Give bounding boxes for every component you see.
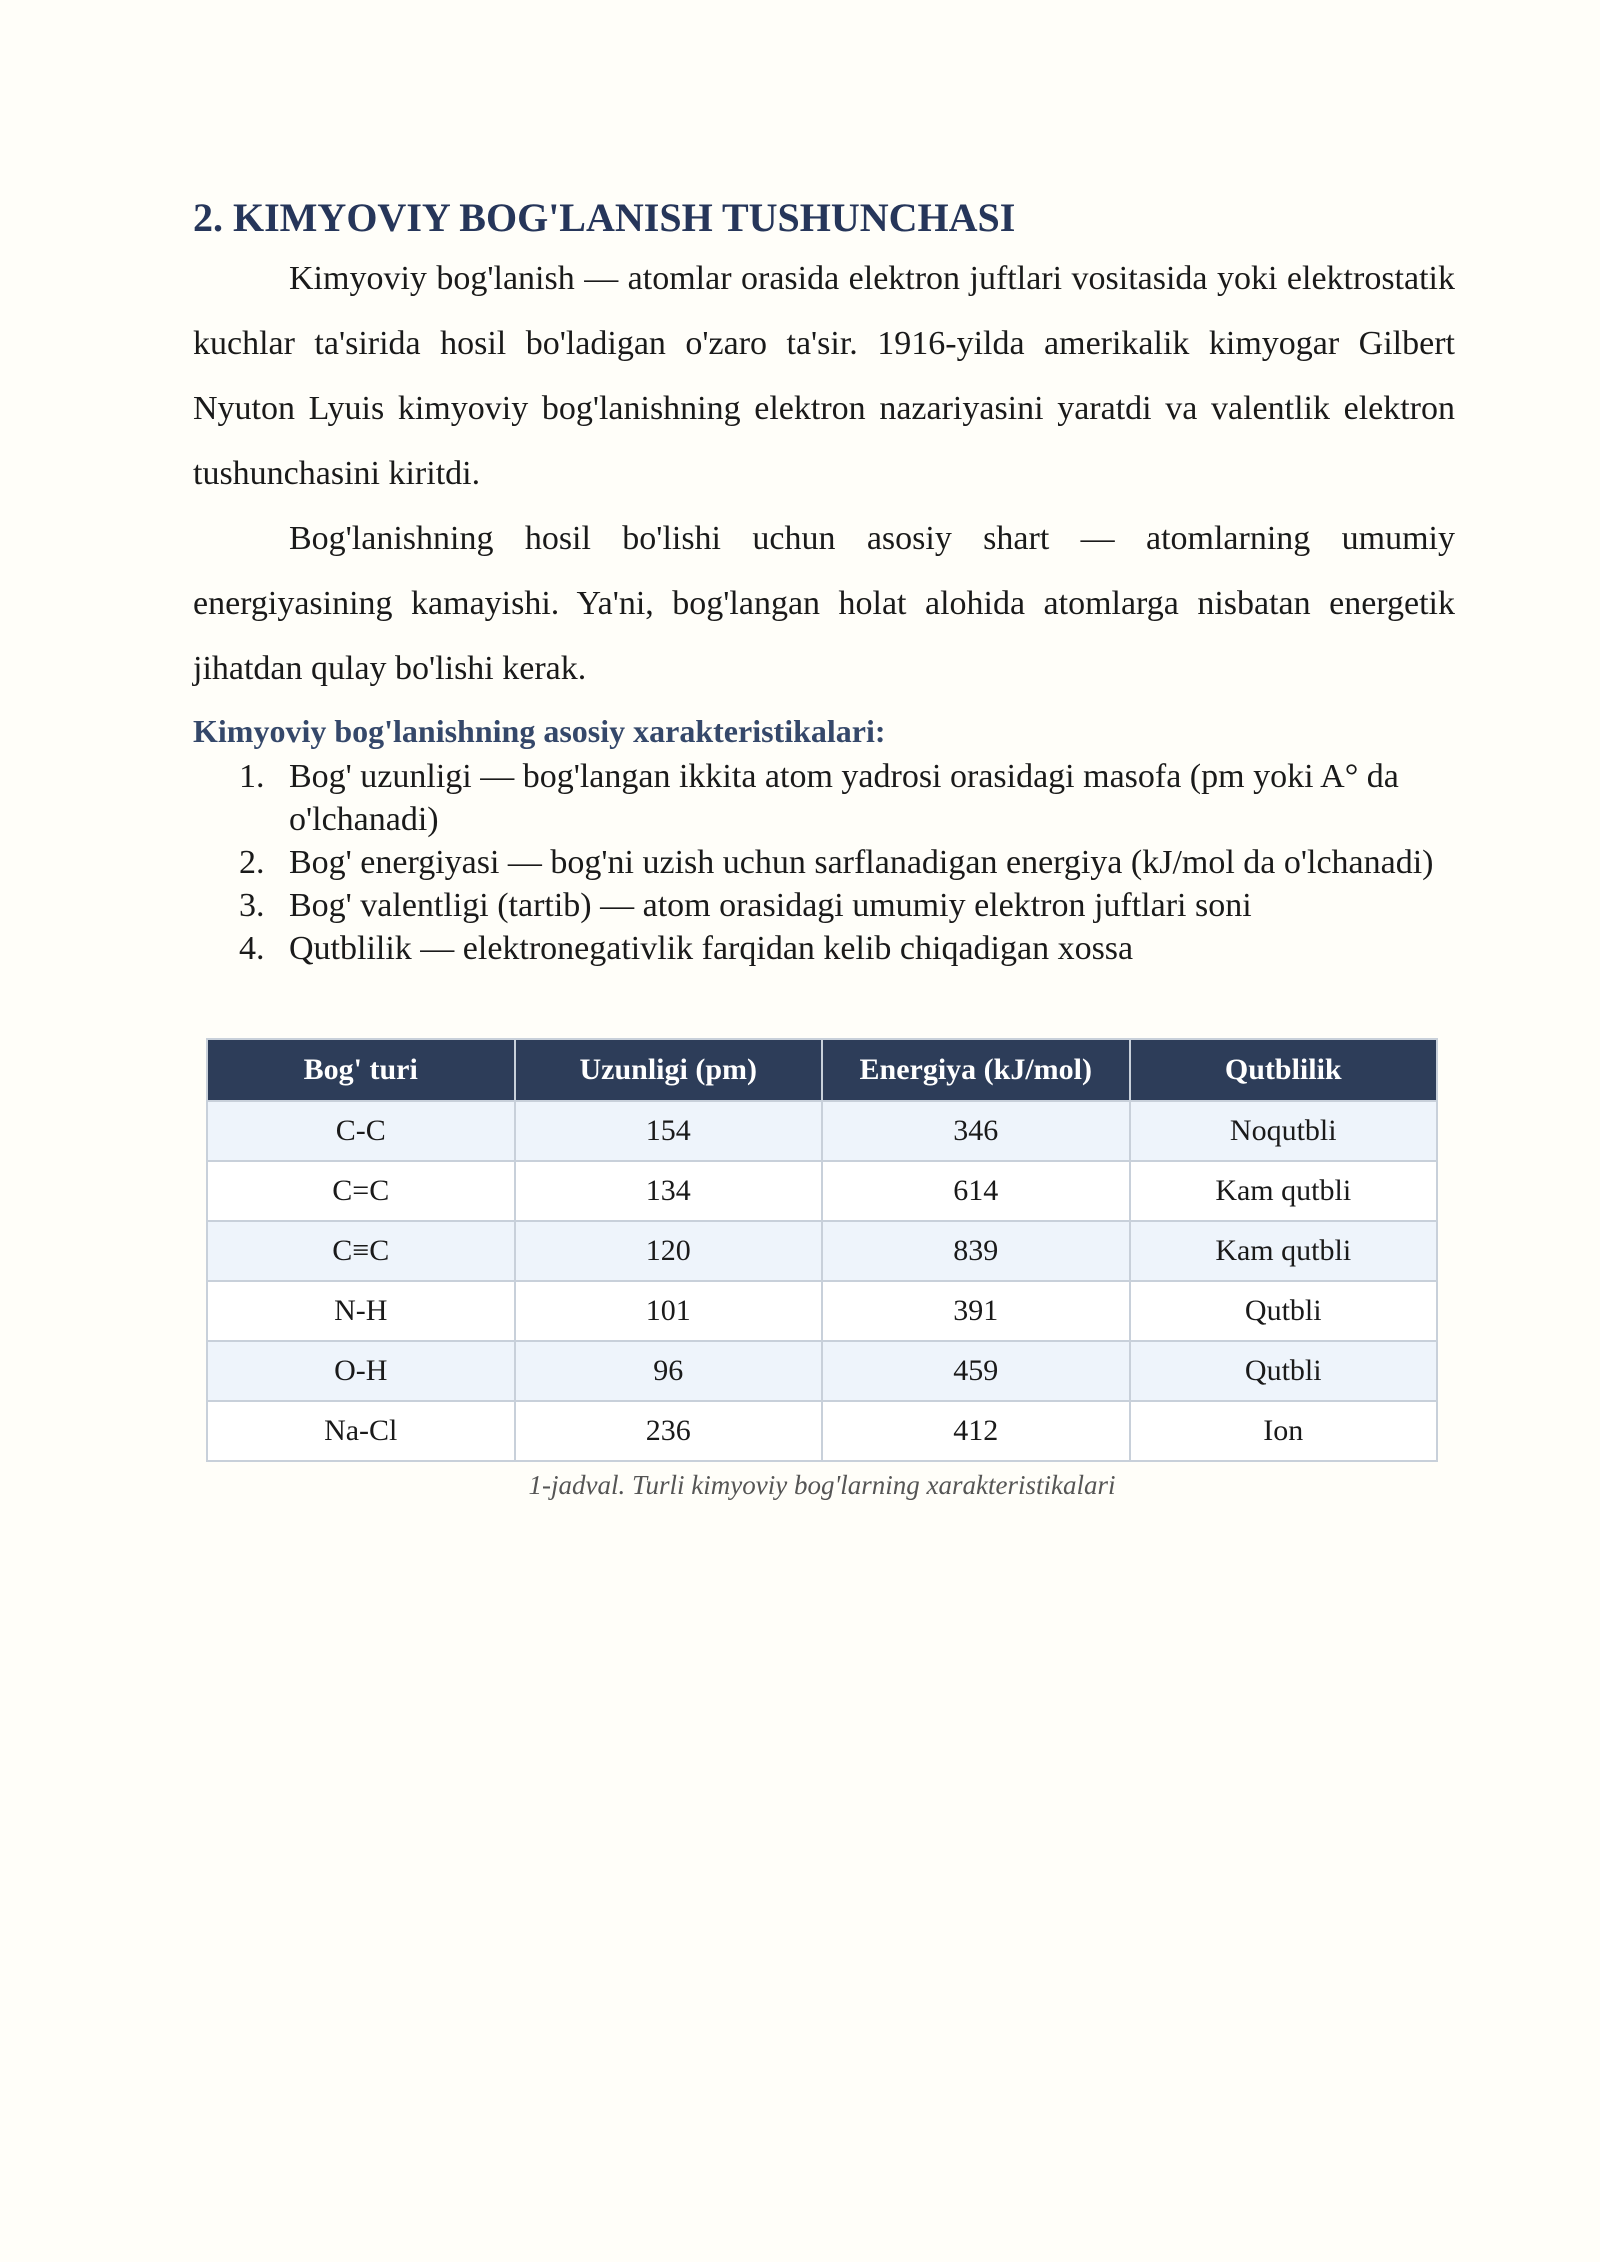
list-item-text: Qutblilik — elektronegativlik farqidan kelib chiqadigan xossa: [289, 930, 1134, 967]
cell-energy: 412: [822, 1401, 1130, 1461]
table-row: [207, 1401, 1437, 1461]
cell-polarity: Kam qutbli: [1130, 1221, 1438, 1281]
list-item-number: 1.: [239, 758, 265, 795]
header-energy: Energiya (kJ/mol): [822, 1039, 1130, 1101]
list-item-number: 4.: [239, 930, 265, 967]
cell-bond-type: N-H: [207, 1281, 515, 1341]
cell-energy: 459: [822, 1341, 1130, 1401]
cell-bond-type: Na-Cl: [207, 1401, 515, 1461]
cell-polarity: Qutbli: [1130, 1281, 1438, 1341]
bond-characteristics-table: [206, 1038, 1438, 1462]
cell-energy: 391: [822, 1281, 1130, 1341]
cell-bond-type: C=C: [207, 1161, 515, 1221]
cell-length: 154: [515, 1101, 823, 1161]
cell-energy: 346: [822, 1101, 1130, 1161]
table-header-row: [207, 1039, 1437, 1101]
section-title: 2. KIMYOVIY BOG'LANISH TUSHUNCHASI: [193, 195, 1016, 240]
header-polarity: Qutblilik: [1130, 1039, 1438, 1101]
header-bond-type: Bog' turi: [207, 1039, 515, 1101]
paragraph-1: Kimyoviy bog'lanish — atomlar orasida elektron juftlari vositasida yoki elektrostatik kuchlar ta'sirida hosil bo'ladigan o'zaro ta'sir. 1916-yilda amerikalik kimyogar Gilbert Nyuton Lyuis kimyoviy bog'lanishning elektron nazariyasini yaratdi va valentlik elektron tushunchasini kiritdi.: [193, 260, 1455, 492]
list-item: [193, 927, 1455, 970]
cell-length: 236: [515, 1401, 823, 1461]
cell-bond-type: O-H: [207, 1341, 515, 1401]
list-item-number: 2.: [239, 844, 265, 881]
table-row: [207, 1281, 1437, 1341]
list-item-text: Bog' valentligi (tartib) — atom orasidagi umumiy elektron juftlari soni: [289, 887, 1252, 924]
list-item: [193, 755, 1455, 841]
cell-bond-type: C≡C: [207, 1221, 515, 1281]
table-caption: 1-jadval. Turli kimyoviy bog'larning xarakteristikalari: [528, 1470, 1116, 1500]
cell-polarity: Noqutbli: [1130, 1101, 1438, 1161]
table-row: [207, 1341, 1437, 1401]
characteristics-list: [193, 755, 1455, 970]
bond-table-container: [206, 1038, 1438, 1502]
characteristics-subheading: Kimyoviy bog'lanishning asosiy xarakteristikalari:: [193, 713, 886, 749]
cell-bond-type: C-C: [207, 1101, 515, 1161]
list-item-text: Bog' energiyasi — bog'ni uzish uchun sarflanadigan energiya (kJ/mol da o'lchanadi): [289, 844, 1434, 881]
document-page: [193, 190, 1455, 970]
header-length: Uzunligi (pm): [515, 1039, 823, 1101]
cell-energy: 614: [822, 1161, 1130, 1221]
table-row: [207, 1221, 1437, 1281]
cell-polarity: Ion: [1130, 1401, 1438, 1461]
list-item-number: 3.: [239, 887, 265, 924]
cell-length: 101: [515, 1281, 823, 1341]
table-row: [207, 1101, 1437, 1161]
cell-energy: 839: [822, 1221, 1130, 1281]
paragraph-2: Bog'lanishning hosil bo'lishi uchun asosiy shart — atomlarning umumiy energiyasining kamayishi. Ya'ni, bog'langan holat alohida atomlarga nisbatan energetik jihatdan qulay bo'lishi kerak.: [193, 520, 1455, 687]
list-item: [193, 884, 1455, 927]
cell-length: 96: [515, 1341, 823, 1401]
cell-polarity: Kam qutbli: [1130, 1161, 1438, 1221]
cell-length: 120: [515, 1221, 823, 1281]
list-item: [193, 841, 1455, 884]
cell-polarity: Qutbli: [1130, 1341, 1438, 1401]
cell-length: 134: [515, 1161, 823, 1221]
table-row: [207, 1161, 1437, 1221]
list-item-text: Bog' uzunligi — bog'langan ikkita atom yadrosi orasidagi masofa (pm yoki A° da o'lchanadi): [289, 758, 1399, 838]
